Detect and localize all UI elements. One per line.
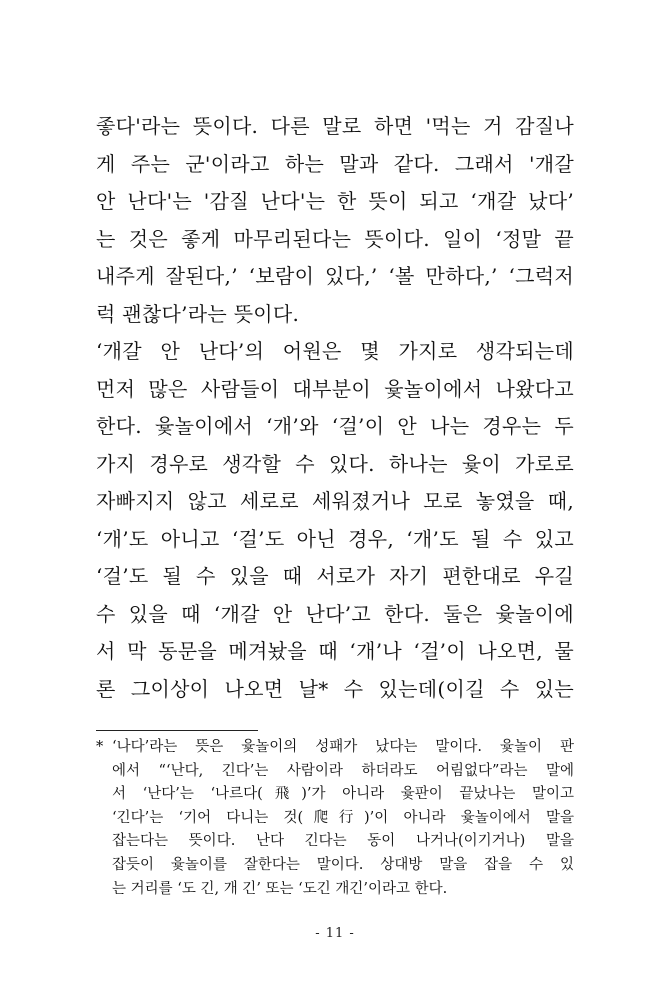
footnote-line	[96, 736, 574, 760]
body-line: 럭 괜찮다’라는 뜻이다.	[96, 301, 300, 326]
body-line: ‘개갈 안 난다’의 어원은 몇 가지로 생각되는데	[96, 339, 574, 363]
body-text	[96, 108, 574, 708]
footnote-line: 서 ‘난다’는 ‘나르다(飛)’가 아니라 윷판이 끝났나는 말이고	[112, 786, 574, 803]
footnote	[96, 736, 574, 901]
footnote-text: ‘나다’라는 뜻은 윷놀이의 성패가 났다는 말이다. 윷놀이 판	[112, 739, 574, 755]
body-line: 한다. 윷놀이에서 ‘개’와 ‘걸’이 안 나는 경우는 두	[96, 414, 574, 438]
footnote-marker: *	[96, 739, 104, 755]
body-line: ‘개’도 아니고 ‘걸’도 아닌 경우, ‘개’도 될 수 있고	[96, 526, 574, 551]
footnote-line: 에서 “‘난다, 긴다’는 사람이라 하더라도 어림없다”라는 말에	[112, 762, 574, 779]
body-line: ‘걸’도 될 수 있을 때 서로가 자기 편한대로 우길	[96, 564, 574, 588]
footnote-divider	[96, 730, 258, 731]
footnote-line: 잡는다는 뜻이다. 난다 긴다는 동이 나거나(이기거나) 말을	[112, 833, 574, 850]
body-line: 가지 경우로 생각할 수 있다. 하나는 윷이 가로로	[96, 451, 574, 476]
body-line: 게 주는 군'이라고 하는 말과 같다. 그래서 '개갈	[96, 151, 574, 176]
body-line: 좋다'라는 뜻이다. 다른 말로 하면 '먹는 거 감질나	[96, 114, 574, 138]
body-line: 서 막 동문을 메겨놨을 때 ‘개’나 ‘걸’이 나오면, 물	[96, 639, 574, 663]
footnote-line: 는 거리를 ‘도 긴, 개 긴’ 또는 ‘도긴 개긴’이라고 한다.	[112, 880, 448, 897]
body-line: 안 난다'는 '감질 난다'는 한 뜻이 되고 ‘개갈 났다’	[96, 189, 574, 213]
body-line: 내주게 잘된다,’ ‘보람이 있다,’ ‘볼 만하다,’ ‘그럭저	[96, 264, 574, 288]
footnote-line: 잡듯이 윷놀이를 잘한다는 말이다. 상대방 말을 잡을 수 있	[112, 856, 574, 873]
body-line: 는 것은 좋게 마무리된다는 뜻이다. 일이 ‘정말 끝	[96, 226, 574, 251]
footnote-line: ‘긴다’는 ‘기어 다니는 것(爬行)’이 아니라 윷놀이에서 말을	[112, 809, 574, 826]
body-line: 론 그이상이 나오면 날* 수 있는데(이길 수 있는	[96, 676, 574, 701]
body-line: 자빠지지 않고 세로로 세워졌거나 모로 놓였을 때,	[96, 489, 574, 513]
body-line: 수 있을 때 ‘개갈 안 난다’고 한다. 둘은 윷놀이에	[96, 601, 574, 626]
page-number: - 11 -	[315, 926, 355, 941]
body-line: 먼저 많은 사람들이 대부분이 윷놀이에서 나왔다고	[96, 376, 574, 401]
